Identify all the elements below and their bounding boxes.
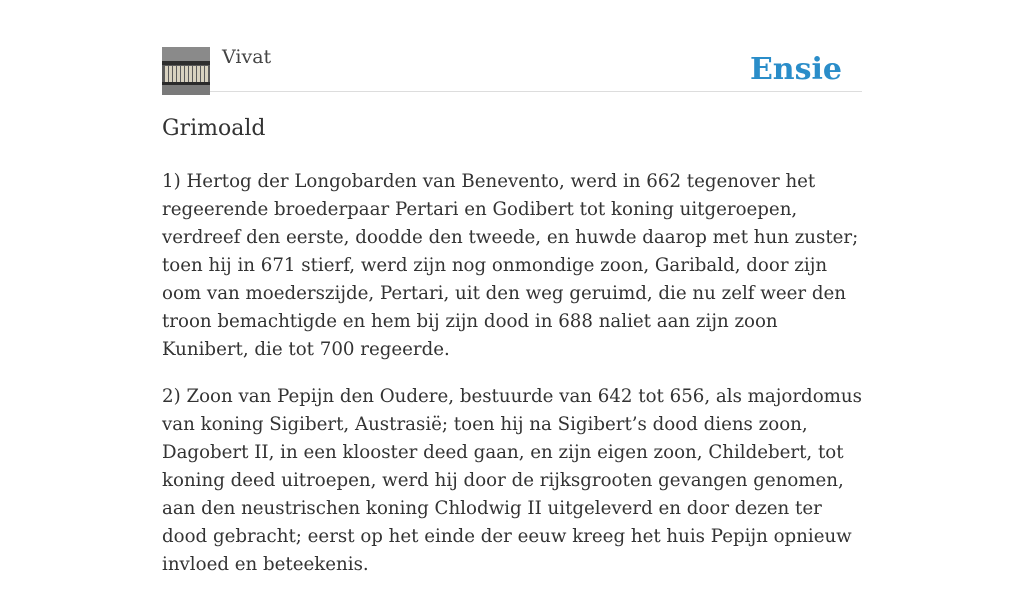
page-title: Grimoald [162, 116, 266, 141]
article-page [162, 0, 862, 575]
article-body [162, 168, 862, 598]
definition-paragraph: 2) Zoon van Pepijn den Oudere, bestuurde van 642 tot 656, als majordomus van koning Sigibert, Austrasië; toen hij na Sigibert’s dood diens zoon, Dagobert II, in een klooster deed gaan, en zijn eigen zoon, Childebert, tot koning deed uitroepen, werd hij door de rijksgrooten gevangen genomen, aan den neustrischen koning Chlodwig II uitgeleverd en door dezen ter dood gebracht; eerst op het einde der eeuw kreeg het huis Pepijn opnieuw invloed en beteekenis. [162, 386, 862, 575]
brand-logo[interactable]: Ensie [749, 52, 842, 87]
definition-paragraph: 1) Hertog der Longobarden van Benevento, werd in 662 tegenover het regeerende broederpaar Pertari en Godibert tot koning uitgeroepen, verdreef den eerste, doodde den tweede, en huwde daarop met hun zuster; toen hij in 671 stierf, werd zijn nog onmondige zoon, Garibald, door zijn oom van moederszijde, Pertari, uit den weg geruimd, die nu zelf weer den troon bemachtigde en hem bij zijn dood in 688 naliet aan zijn zoon Kunibert, die tot 700 regeerde. [162, 171, 859, 360]
header [162, 0, 862, 92]
author-avatar[interactable] [162, 47, 210, 95]
books-avatar-icon [162, 47, 210, 95]
author-name[interactable]: Vivat [222, 46, 272, 68]
